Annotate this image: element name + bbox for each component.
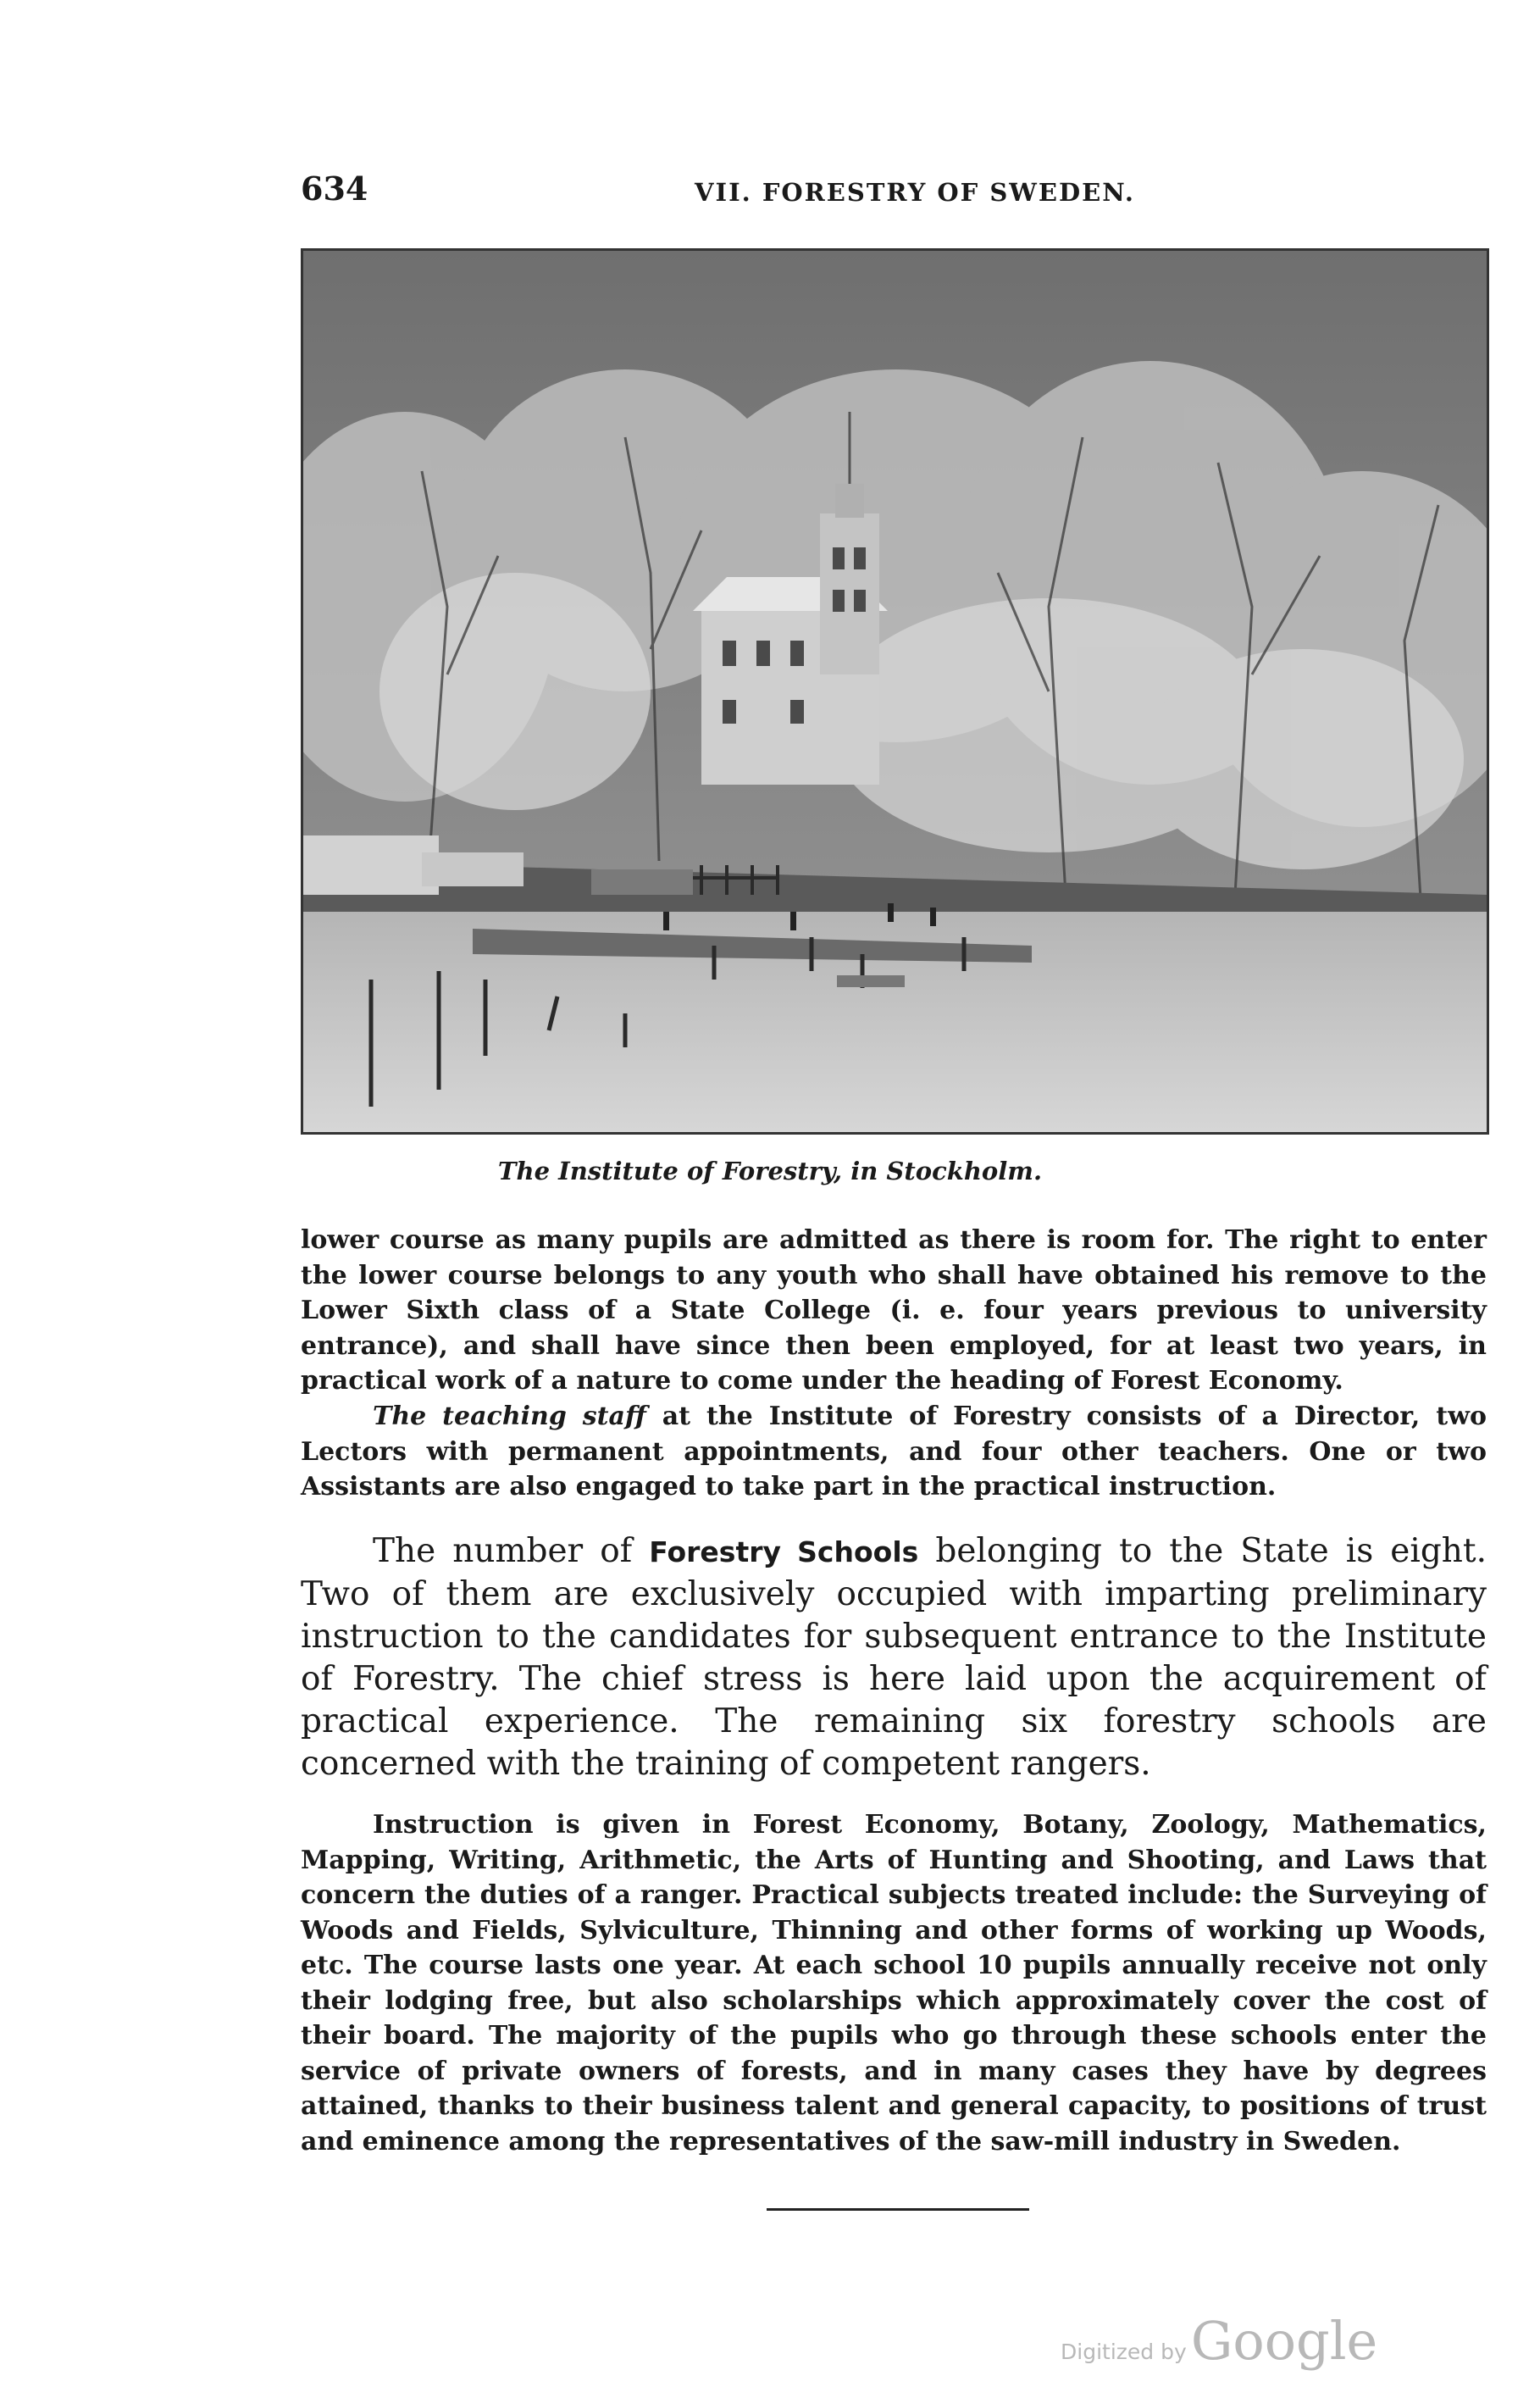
paragraph-teaching-staff [301,1399,1487,1505]
paragraph-admission: lower course as many pupils are admitted as there is room for. The right to enter the lower course belongs to any youth who shall have obtained his remove to the Lower Sixth class of a State College (i. e. four years previous to university entrance), and shall have since then been employed, for at least two years, in practical work of a nature to come under the heading of Forest Economy. [301,1225,1487,1396]
institute-photograph [301,248,1489,1135]
forestry-schools-text-a: The number of [373,1532,650,1570]
figure-caption: The Institute of Forestry, in Stockholm. [497,1157,1043,1185]
page-number: 634 [301,169,368,208]
google-logo: Google [1190,2310,1378,2372]
watermark-prefix: Digitized by [1061,2340,1187,2364]
teaching-staff-text: at the Institute of Forestry consists of a Director, two Lectors with permanent appointments, and four other teachers. One or two Assistants are also engaged to take part in the practical instruction. [301,1402,1487,1502]
paragraph-forestry-schools [301,1530,1487,1785]
forestry-schools-strong: Forestry Schools [649,1535,919,1568]
paragraph-instruction: Instruction is given in Forest Economy, Botany, Zoology, Mathematics, Mapping, Writing, Arithmetic, the Arts of Hunting and Shooting, and Laws that concern the duties of a ranger. Practical subjects treated include: the Surveying of Woods and Fields, Sylviculture, Thinning and other forms of working up Woods, etc. The course lasts one year. At each school 10 pupils annually receive not only their lodging free, but also scholarships which approximately cover the cost of their board. The majority of the pupils who go through these schools enter the service of private owners of forests, and in many cases they have by degrees attained, thanks to their business talent and general capacity, to positions of trust and eminence among the representatives of the saw-mill industry in Sweden. [301,1810,1487,2157]
digitized-watermark [1061,2310,1377,2372]
running-head: VII. FORESTRY OF SWEDEN. [695,178,1135,207]
teaching-staff-emphasis: The teaching staff [373,1402,646,1431]
forestry-schools-text-b: belonging to the State is eight. Two of them are exclusively occupied with imparting preliminary instruction to the candidates for subsequent entrance to the Institute of Forestry. The chief stress is here laid upon the acquirement of practical experience. The remaining six forestry schools are concerned with the training of competent rangers. [301,1532,1487,1783]
section-divider [767,2208,1029,2211]
